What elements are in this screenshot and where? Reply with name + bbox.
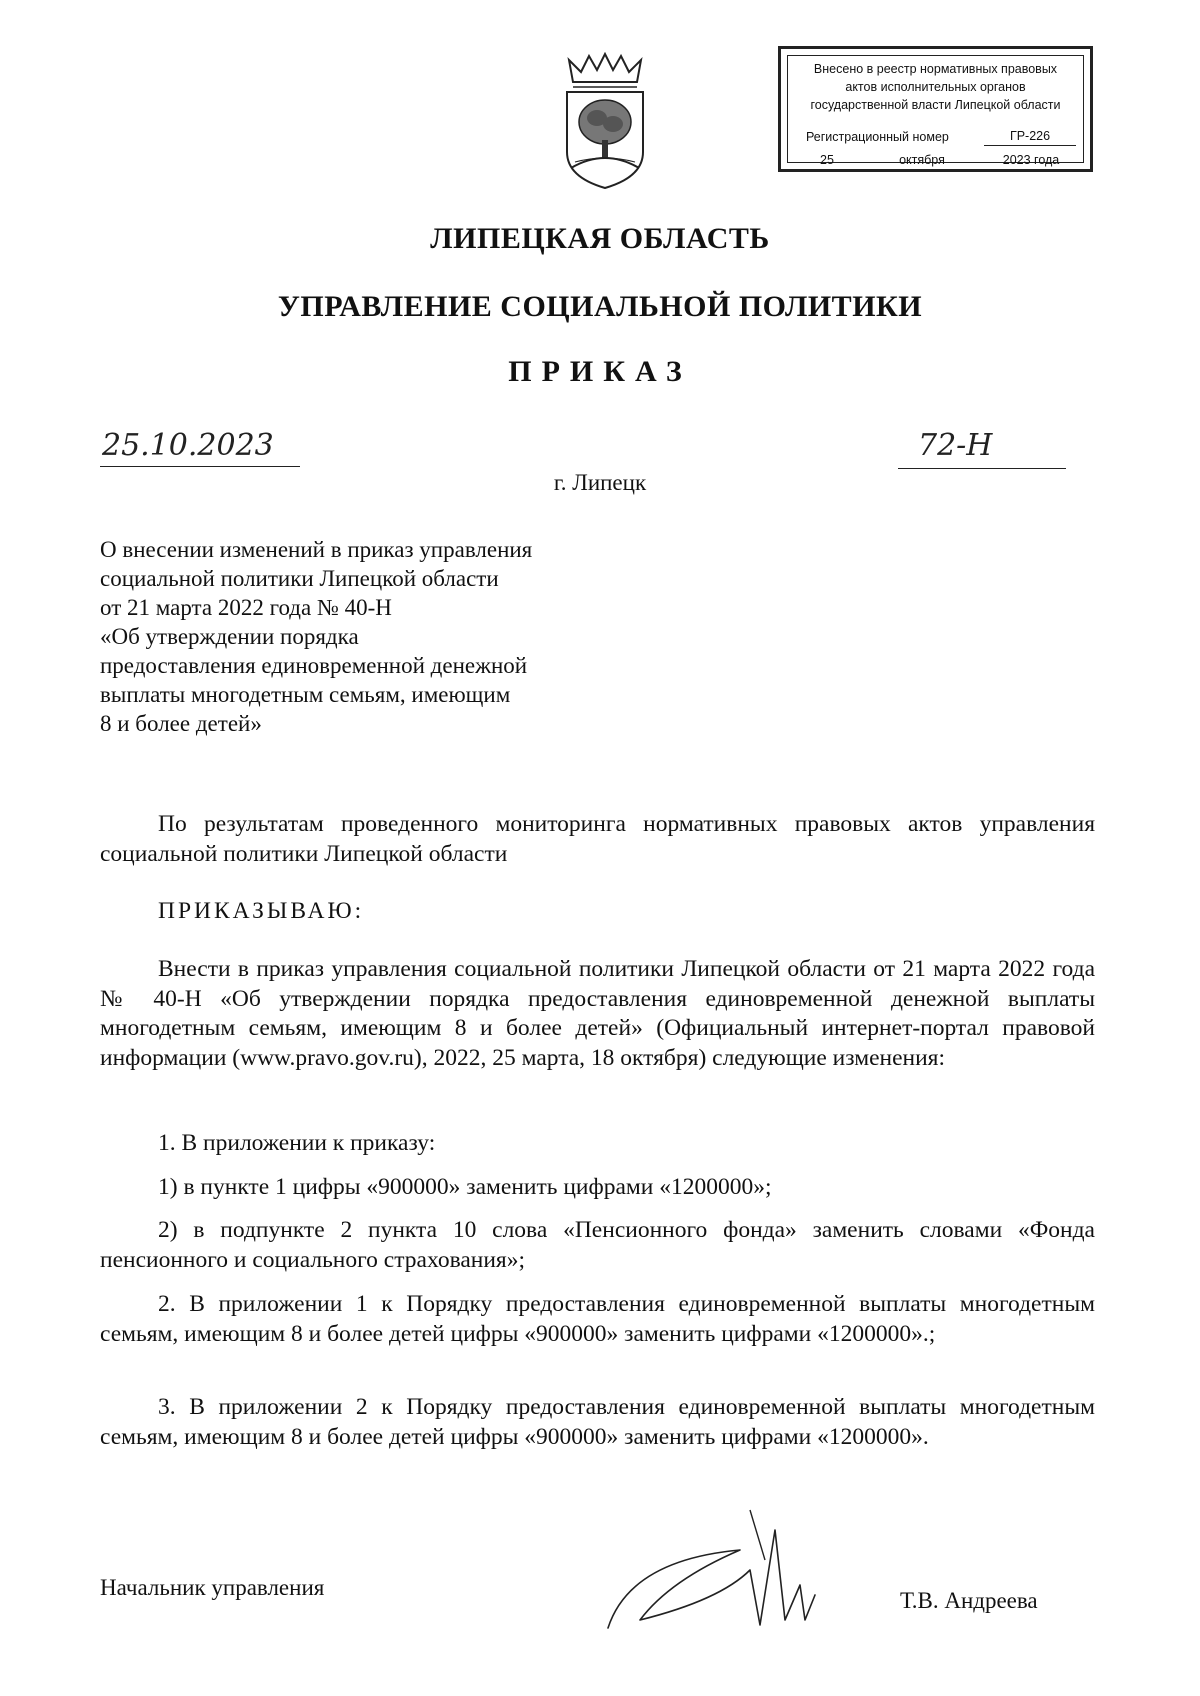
stamp-date-row bbox=[796, 152, 1075, 170]
order-number: 72-Н bbox=[918, 428, 993, 463]
intro-paragraph: По результатам проведенного мониторинга нормативных правовых актов управления социальной политики Липецкой области bbox=[100, 811, 1095, 867]
document-type-title: ПРИКАЗ bbox=[508, 355, 692, 388]
registry-stamp bbox=[778, 46, 1093, 172]
signature-icon bbox=[600, 1500, 840, 1640]
stamp-month: октября bbox=[874, 152, 970, 170]
stamp-registration-row bbox=[796, 128, 1075, 146]
subject-line: О внесении изменений в приказ управления bbox=[100, 537, 533, 562]
subject-line: 8 и более детей» bbox=[100, 711, 262, 736]
department-title: УПРАВЛЕНИЕ СОЦИАЛЬНОЙ ПОЛИТИКИ bbox=[277, 290, 923, 323]
subject-line: выплаты многодетным семьям, имеющим bbox=[100, 682, 511, 707]
order-date: 25.10.2023 bbox=[102, 428, 274, 463]
order-directive: ПРИКАЗЫВАЮ: bbox=[158, 898, 365, 924]
stamp-year: 2023 года bbox=[986, 152, 1076, 170]
item-2: 2. В приложении 1 к Порядку предоставления единовременной выплаты многодетным семьям, имеющим 8 и более детей цифры «900000» заменить цифрами «1200000».; bbox=[100, 1291, 1095, 1347]
subject-line: социальной политики Липецкой области bbox=[100, 566, 499, 591]
coat-of-arms-icon bbox=[555, 52, 655, 192]
item-3: 3. В приложении 2 к Порядку предоставления единовременной выплаты многодетным семьям, имеющим 8 и более детей цифры «900000» заменить цифрами «1200000». bbox=[100, 1394, 1095, 1450]
subject-line: «Об утверждении порядка bbox=[100, 624, 359, 649]
number-underline bbox=[898, 468, 1066, 469]
item-1-subitem-1: 1) в пункте 1 цифры «900000» заменить цифрами «1200000»; bbox=[158, 1174, 772, 1200]
subject-line: от 21 марта 2022 года № 40-Н bbox=[100, 595, 392, 620]
item-1: 1. В приложении к приказу: bbox=[158, 1130, 436, 1156]
item-1-subitem-2: 2) в подпункте 2 пункта 10 слова «Пенсионного фонда» заменить словами «Фонда пенсионного и социального страхования»; bbox=[100, 1217, 1095, 1273]
stamp-reg-label: Регистрационный номер bbox=[806, 130, 949, 144]
stamp-day: 25 bbox=[796, 152, 858, 170]
date-underline bbox=[100, 466, 300, 467]
stamp-line-1: Внесено в реестр нормативных правовых bbox=[813, 62, 1058, 76]
stamp-inner-border bbox=[787, 55, 1084, 167]
main-paragraph: Внести в приказ управления социальной политики Липецкой области от 21 марта 2022 года № 40-Н «Об утверждении порядка предоставления единовременной денежной выплаты многодетным семьям, имеющим 8 и более детей» (Официальный интернет-портал правовой информации (www.pravo.gov.ru), 2022, 25 марта, 18 октября) следующие изменения: bbox=[100, 956, 1095, 1071]
stamp-line-2: актов исполнительных органов bbox=[845, 80, 1026, 94]
order-subject bbox=[100, 535, 660, 738]
region-title: ЛИПЕЦКАЯ ОБЛАСТЬ bbox=[430, 222, 770, 255]
city: г. Липецк bbox=[553, 470, 647, 495]
subject-line: предоставления единовременной денежной bbox=[100, 653, 528, 678]
stamp-reg-number: ГР-226 bbox=[984, 128, 1076, 146]
signatory-role: Начальник управления bbox=[100, 1575, 325, 1600]
stamp-line-3: государственной власти Липецкой области bbox=[810, 98, 1061, 112]
signatory-name: Т.В. Андреева bbox=[900, 1588, 1038, 1613]
